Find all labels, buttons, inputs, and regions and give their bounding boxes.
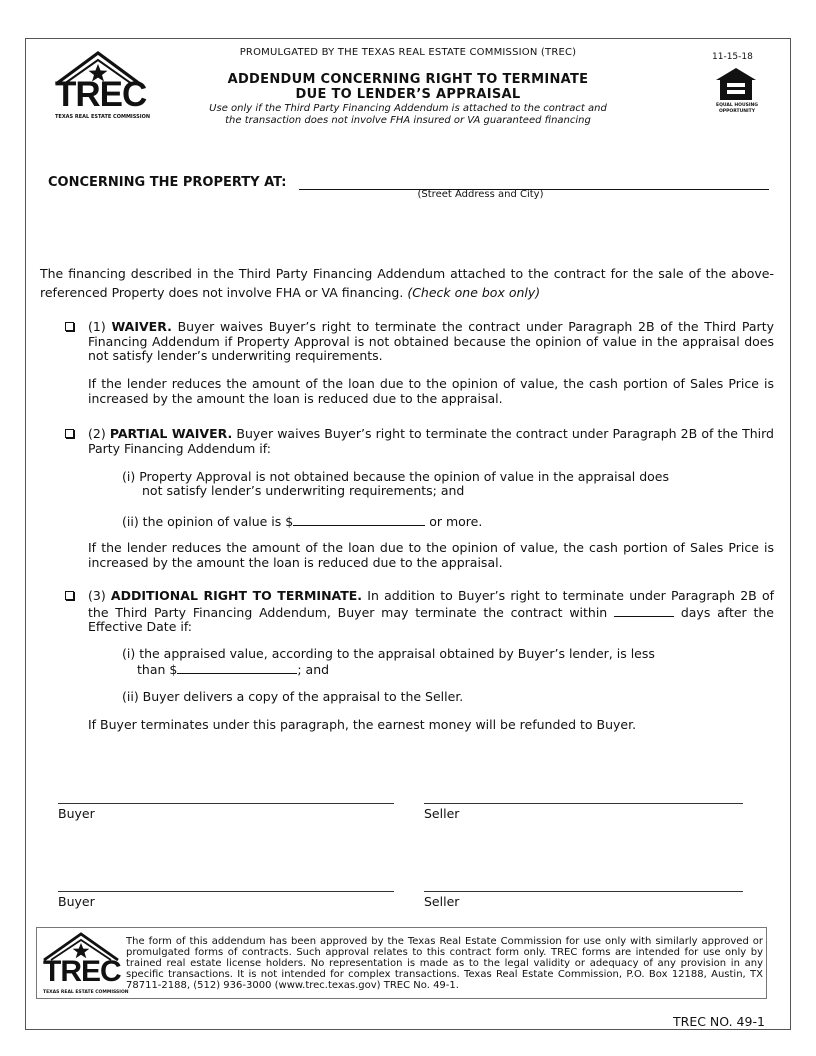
buyer-signature-line-1[interactable]: [58, 803, 394, 804]
form-title-line2: DUE TO LENDER’S APPRAISAL: [295, 87, 521, 102]
additional-right-number: (3): [88, 588, 106, 603]
form-title-line1: ADDENDUM CONCERNING RIGHT TO TERMINATE: [227, 72, 589, 87]
seller-signature-line-2[interactable]: [424, 891, 743, 892]
form-note-line2: the transaction does not involve FHA insured or VA guaranteed financing: [225, 115, 591, 126]
partial-item2-suffix: or more.: [429, 514, 483, 529]
intro-text: The financing described in the Third Party Financing Addendum attached to the contract for the sale of the above-referenced Property does not involve FHA or VA financing.: [40, 266, 774, 300]
intro-note: (Check one box only): [407, 285, 541, 300]
partial-waiver-checkbox[interactable]: [65, 429, 74, 438]
partial-waiver-paragraph: [88, 427, 774, 456]
footer-trec-logo-caption: TEXAS REAL ESTATE COMMISSION: [43, 990, 129, 995]
partial-item2: [122, 513, 482, 530]
waiver-text: Buyer waives Buyer’s right to terminate the contract under Paragraph 2B of the Third Party Financing Addendum if Property Approval is not obtained because the opinion of value in the appraisal does not satisfy lender’s underwriting requirements.: [88, 319, 774, 363]
buyer-label-2: Buyer: [58, 894, 95, 909]
days-field[interactable]: [614, 604, 674, 617]
partial-item1-line1: (i) Property Approval is not obtained because the opinion of value in the appraisal does: [122, 469, 669, 484]
equal-housing-caption-2: OPPORTUNITY: [718, 109, 755, 114]
additional-item2: (ii) Buyer delivers a copy of the appraisal to the Seller.: [122, 689, 464, 704]
appraised-value-field[interactable]: [177, 661, 297, 674]
partial-waiver-text: Buyer waives Buyer’s right to terminate the contract under Paragraph 2B of the Third Party Financing Addendum if:: [88, 426, 774, 456]
footer-trec-logo-text: TREC: [43, 955, 121, 988]
promulgated-line: PROMULGATED BY THE TEXAS REAL ESTATE COMMISSION (TREC): [239, 47, 577, 58]
additional-item1-line2: [137, 661, 329, 678]
waiver-number: (1): [88, 319, 106, 334]
partial-item1-line2: not satisfy lender’s underwriting requirements; and: [142, 483, 465, 498]
waiver-title: WAIVER.: [111, 319, 172, 334]
trec-logo-text: TREC: [55, 75, 147, 114]
buyer-label-1: Buyer: [58, 806, 95, 821]
partial-waiver-title: PARTIAL WAIVER.: [109, 426, 233, 441]
form-date: 11-15-18: [712, 52, 753, 62]
footer-disclaimer: The form of this addendum has been approved by the Texas Real Estate Commission for use only with similarly approved or promulgated forms of contracts. Such approval relates to this contract form only. TREC forms are intended for use only by trained real estate license holders. No representation is made as to the legal validity or adequacy of any provision in any specific transactions. It is not intended for complex transactions. Texas Real Estate Commission, P.O. Box 12188, Austin, TX 78711-2188, (512) 936-3000 (www.trec.texas.gov) TREC No. 49-1.: [126, 936, 763, 991]
equal-housing-caption-1: EQUAL HOUSING: [716, 103, 758, 108]
property-label: CONCERNING THE PROPERTY AT:: [48, 175, 287, 190]
property-address-caption: (Street Address and City): [417, 189, 544, 200]
additional-item1-suffix: ; and: [297, 662, 330, 677]
seller-signature-line-1[interactable]: [424, 803, 743, 804]
additional-right-days-suffix: days after the Effective Date if:: [88, 604, 774, 634]
equal-housing-icon: [714, 66, 758, 102]
trec-logo-caption: TEXAS REAL ESTATE COMMISSION: [55, 114, 151, 120]
seller-label-1: Seller: [424, 806, 460, 821]
additional-right-title: ADDITIONAL RIGHT TO TERMINATE.: [110, 588, 363, 603]
partial-waiver-paragraph-2: If the lender reduces the amount of the loan due to the opinion of value, the cash portion of Sales Price is increased by the amount the loan is reduced due to the appraisal.: [88, 540, 774, 570]
opinion-value-field[interactable]: [293, 513, 425, 526]
waiver-checkbox[interactable]: [65, 322, 74, 331]
additional-closing: If Buyer terminates under this paragraph, the earnest money will be refunded to Buyer.: [88, 717, 637, 732]
buyer-signature-line-2[interactable]: [58, 891, 394, 892]
additional-right-text: In addition to Buyer’s right to terminate under Paragraph 2B of the Third Party Financing Addendum, Buyer may terminate the contract within: [88, 588, 774, 620]
additional-item1-line1: (i) the appraised value, according to the appraisal obtained by Buyer’s lender, is less: [122, 646, 655, 661]
partial-waiver-number: (2): [88, 426, 106, 441]
additional-right-paragraph: [88, 589, 774, 635]
waiver-paragraph: [88, 320, 774, 364]
form-note-line1: Use only if the Third Party Financing Addendum is attached to the contract and: [209, 103, 607, 114]
partial-item2-prefix: (ii) the opinion of value is $: [122, 514, 294, 529]
intro-paragraph: [40, 264, 774, 302]
property-address-field[interactable]: [299, 175, 769, 190]
waiver-paragraph-2: If the lender reduces the amount of the loan due to the opinion of value, the cash portion of Sales Price is increased by the amount the loan is reduced due to the appraisal.: [88, 376, 774, 406]
seller-label-2: Seller: [424, 894, 460, 909]
form-number: TREC NO. 49-1: [673, 1014, 765, 1029]
additional-item1-prefix: than $: [137, 662, 178, 677]
additional-right-checkbox[interactable]: [65, 591, 74, 600]
